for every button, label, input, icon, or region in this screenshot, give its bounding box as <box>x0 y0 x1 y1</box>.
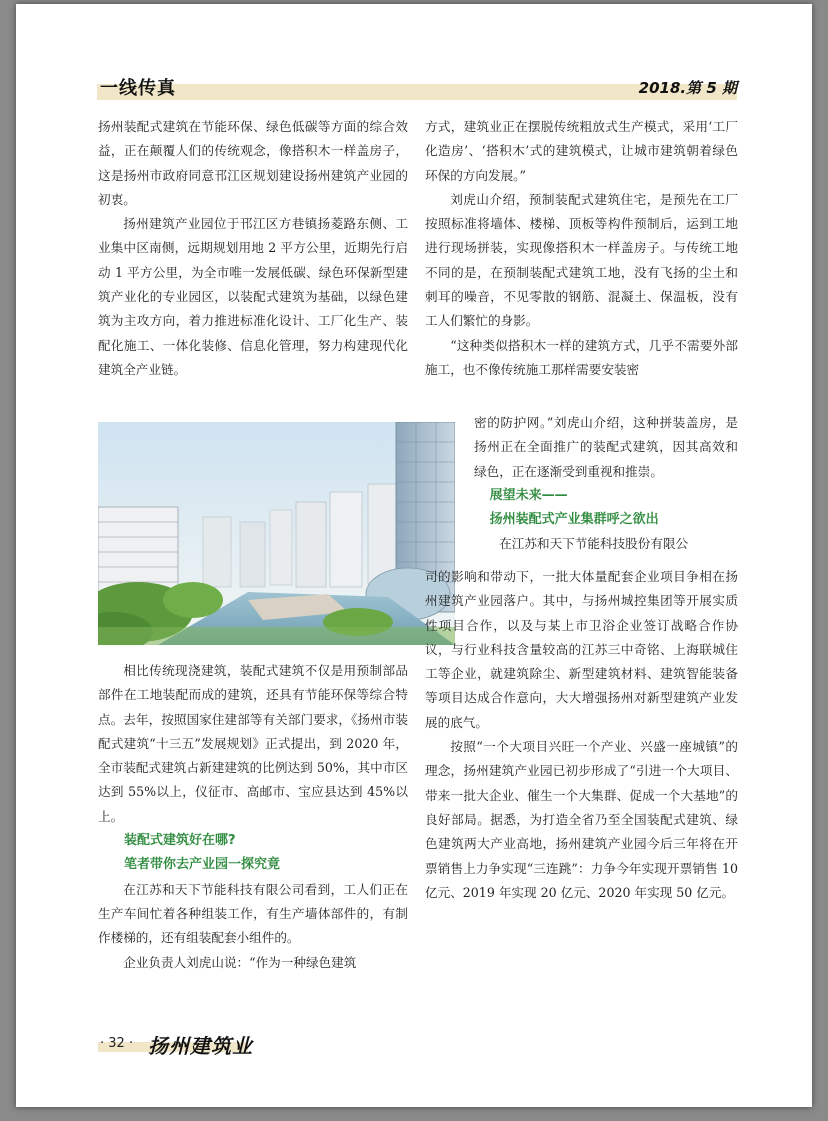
paragraph: 刘虎山介绍，预制装配式建筑住宅，是预先在工厂按照标准将墙体、楼梯、顶板等构件预制后，运到工地进行现场拼装，实现像搭积木一样盖房子。与传统工地不同的是，在预制装配式建筑工地，没有飞扬的尘土和刺耳的噪音，不见零散的钢筋、混凝土、保温板，没有工人们繁忙的身影。 <box>425 191 738 329</box>
paragraph: 方式，建筑业正在摆脱传统粗放式生产模式，采用‘工厂化造房’、‘搭积木’式的建筑模式，让城市建筑朝着绿色环保的方向发展。” <box>425 119 738 183</box>
paragraph: 扬州装配式建筑在节能环保、绿色低碳等方面的综合效益，正在颠覆人们的传统观念，像搭积木一样盖房子，这是扬州市政府同意邗江区规划建设扬州建筑产业园的初衷。 <box>98 119 408 207</box>
paragraph: “这种类似搭积木一样的建筑方式，几乎不需要外部施工，也不像传统施工那样需要安装密 <box>425 337 738 377</box>
subheading: 扬州装配式产业集群呼之欲出 <box>489 512 659 528</box>
left-column-bottom <box>98 659 408 975</box>
paragraph: 司的影响和带动下，一批大体量配套企业项目争相在扬州建筑产业园落户。其中，与扬州城控集团等开展实质性项目合作，以及与某上市卫浴企业签订战略合作协议，与行业科技含量较高的江苏三中奇铭、上海联城住工等企业，就建筑除尘、新型建筑材料、建筑智能装备等项目达成合作意向，大大增强扬州对新型建筑产业发展的底气。 <box>425 569 738 730</box>
right-column-bottom <box>425 565 738 905</box>
right-column-wrap <box>474 411 738 557</box>
page-number: · 32 · <box>100 1036 134 1051</box>
paragraph: 企业负责人刘虎山说：“作为一种绿色建筑 <box>123 954 357 970</box>
paragraph: 在江苏和天下节能科技股份有限公 <box>499 536 689 552</box>
section-title: 一线传真 <box>100 78 176 99</box>
paragraph: 相比传统现浇建筑，装配式建筑不仅是用预制部品部件在工地装配而成的建筑，还具有节能环保等综合特点。去年，按照国家住建部等有关部门要求，《扬州市装配式建筑“十三五”发展规划》正式提出，到 2020 年，全市装配式建筑占新建建筑的比例达到 50%，其中市区达到 55%以上，仪征市、高邮市、宝应县达到 45%以上。 <box>98 663 408 824</box>
issue-label: 2018.第 5 期 <box>638 79 737 97</box>
architecture-rendering-image <box>98 422 455 645</box>
paragraph: 扬州建筑产业园位于邗江区方巷镇扬菱路东侧、工业集中区南侧，远期规划用地 2 平方公里，近期先行启动 1 平方公里，为全市唯一发展低碳、绿色环保新型建筑产业化的专业园区，以装配式建筑为基础，以绿色建筑为主攻方向，着力推进标准化设计、工厂化生产、装配化施工、一体化装修、信息化管理，努力构建现代化建筑全产业链。 <box>98 216 408 377</box>
subheading: 展望未来—— <box>489 487 568 503</box>
paragraph: 在江苏和天下节能科技有限公司看到，工人们正在生产车间忙着各种组装工作，有生产墙体部件的，有制作楼梯的，还有组装配套小组件的。 <box>98 881 408 946</box>
subheading: 笔者带你去产业园一探究竟 <box>124 857 281 873</box>
right-column-top <box>425 115 738 382</box>
paragraph: 按照“一个大项目兴旺一个产业、兴盛一座城镇”的理念，扬州建筑产业园已初步形成了“引进一个大项目、带来一批大企业、催生一个大集群、促成一个大基地”的良好部局。据悉，为打造全省乃至全国装配式建筑、绿色建筑两大产业高地，扬州建筑产业园今后三年将在开票销售上力争实现“三连跳”：力争今年实现开票销售 10 亿元、2019 年实现 20 亿元、2020 年实现 50 亿元。 <box>425 739 738 900</box>
left-column-top <box>98 115 408 382</box>
subheading: 装配式建筑好在哪? <box>124 833 236 849</box>
paragraph: 密的防护网。”刘虎山介绍，这种拼装盖房，是扬州正在全面推广的装配式建筑，因其高效和绿色，正在逐渐受到重视和推崇。 <box>474 415 738 479</box>
magazine-logo: 扬州建筑业 <box>148 1034 253 1058</box>
